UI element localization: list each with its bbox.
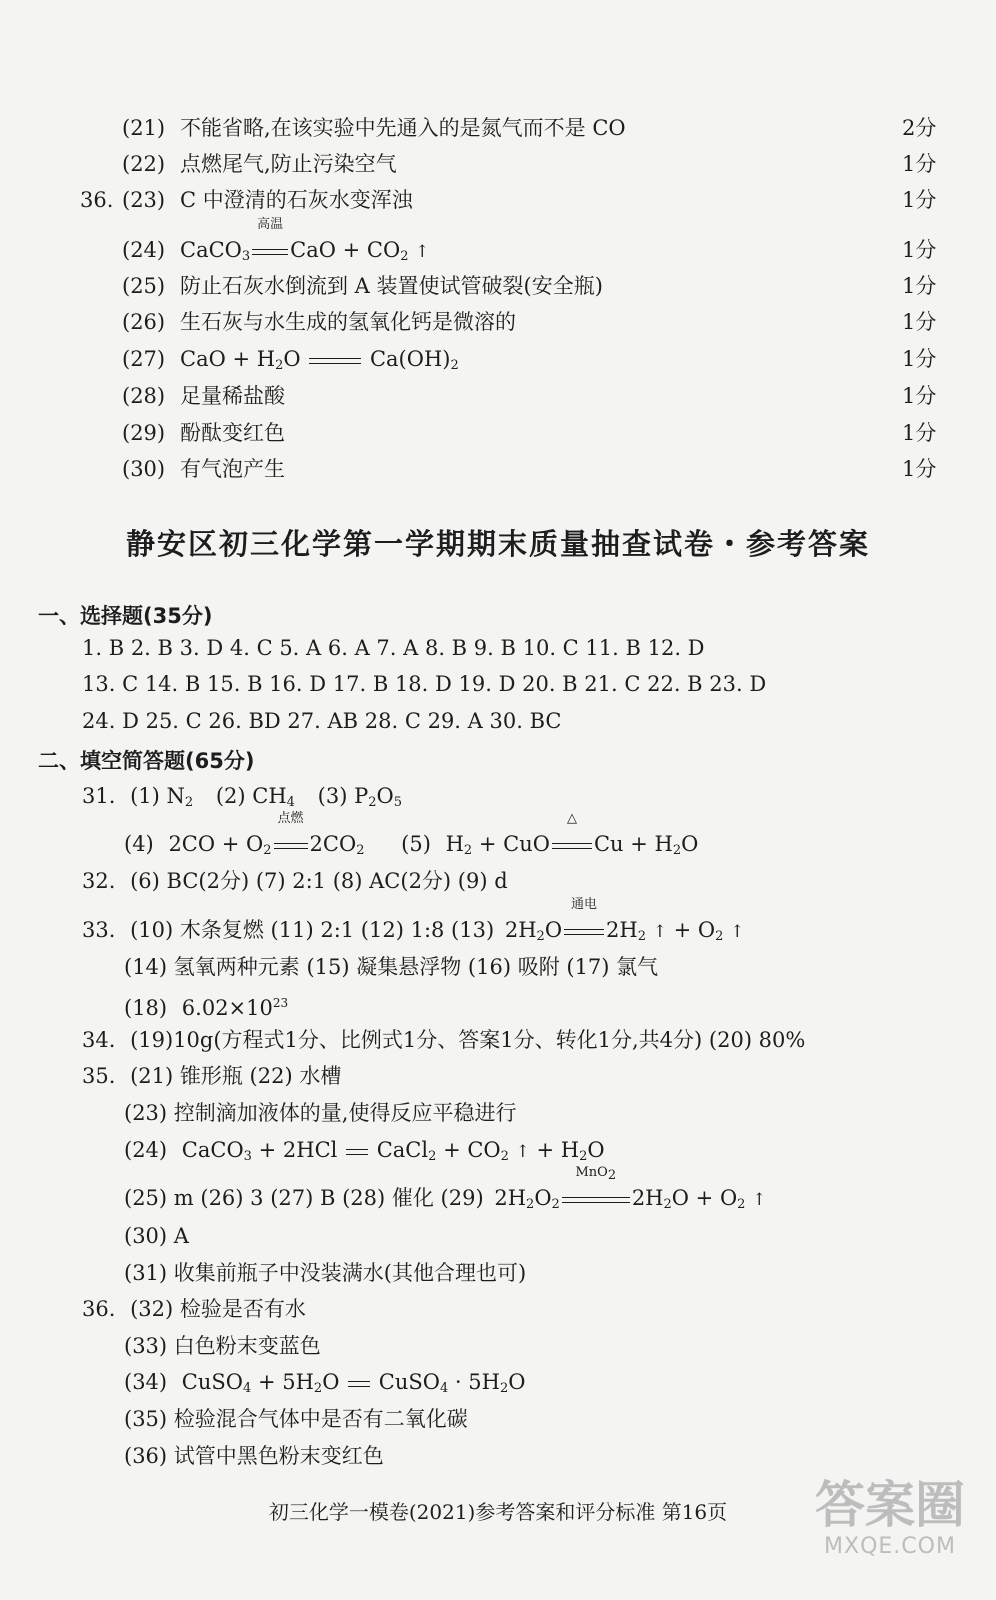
answer-line-28: (28) 足量稀盐酸 1分 (122, 384, 937, 408)
section-choice-heading: 一、选择题(35分) (38, 604, 213, 628)
answer-line-24: (24) CaCO$_3$ 高温 CaO + $CO_2$ ↑ 1分 (0, 232, 996, 268)
mc-answers-row-1: 1. B 2. B 3. D 4. C 5. A 6. A 7. A 8. B 9. B 10. C 11. B 12. D (82, 636, 705, 660)
q31-line-1: 31. (1) $N_2$ (2) $CH_4$ (3) $P_2O_5$ (82, 784, 402, 810)
q36-line-2: (33) 白色粉末变蓝色 (124, 1334, 321, 1358)
q35-line-3: (24) CaCO$_3$ + 2HCl CaCl$_2$ + $CO_2$ ↑ + $H_2O$ (124, 1138, 605, 1164)
equation-h2-cuo: $H_2$ + CuO △ $Cu + H_2O$ (445, 811, 699, 858)
q36-line-4: (35) 检验混合气体中是否有二氧化碳 (124, 1407, 468, 1431)
q36-line-1: 36. (32) 检验是否有水 (82, 1297, 306, 1321)
q35-line-5: (30) A (124, 1224, 189, 1248)
equation-caco3-decompose: CaCO$_3$ 高温 CaO + $CO_2$ ↑ (180, 217, 430, 264)
q31-line-2: (4) $2CO + O_2$ 点燃 $2CO_2$ (5) $H_2$ + CuO △ $Cu + H_2O$ (124, 811, 699, 858)
q33-line-1: 33. (10) 木条复燃 (11) 2:1 (12) 1:8 (13) $2H_2O$ 通电 $2H_2$ ↑ + $O_2$ ↑ (82, 897, 745, 944)
equation-caco3-hcl: CaCO$_3$ + 2HCl CaCl$_2$ + $CO_2$ ↑ + $H_2O$ (181, 1138, 605, 1164)
watermark-logo: 答案圈 MXQE.COM (815, 1476, 965, 1559)
answer-line-29: (29) 酚酞变红色 1分 (122, 421, 937, 445)
answer-line-27: (27) CaO + $H_2O$ $Ca(OH)_2$ 1分 (0, 341, 996, 377)
mc-answers-row-2: 13. C 14. B 15. B 16. D 17. B 18. D 19. D 20. B 21. C 22. B 23. D (82, 672, 767, 696)
equation-water-electrolysis: $2H_2O$ 通电 $2H_2$ ↑ + $O_2$ ↑ (504, 897, 745, 944)
page-title: 静安区初三化学第一学期期末质量抽查试卷・参考答案 (125, 527, 870, 561)
q32-line: 32. (6) BC(2分) (7) 2:1 (8) AC(2分) (9) d (82, 869, 508, 893)
equation-co-combust: $2CO + O_2$ 点燃 $2CO_2$ (168, 811, 365, 858)
answer-line-26: (26) 生石灰与水生成的氢氧化钙是微溶的 1分 (122, 310, 937, 334)
page-footer: 初三化学一模卷(2021)参考答案和评分标准 第16页 (268, 1500, 728, 1524)
equation-h2o2-decompose: $2H_2O_2$ MnO$_2$ $2H_2O + O_2$ ↑ (494, 1165, 767, 1212)
answer-line-23: 36. (23) C 中澄清的石灰水变浑浊 1分 (80, 188, 937, 212)
equation-cao-water: CaO + $H_2O$ $Ca(OH)_2$ (180, 347, 459, 373)
q35-line-4: (25) m (26) 3 (27) B (28) 催化 (29) $2H_2O_2$ MnO$_2$ $2H_2O + O_2$ ↑ (124, 1165, 767, 1212)
mc-answers-row-3: 24. D 25. C 26. BD 27. AB 28. C 29. A 30. BC (82, 709, 562, 733)
q35-line-2: (23) 控制滴加液体的量,使得反应平稳进行 (124, 1101, 517, 1125)
q36-line-3: (34) CuSO$_4$ + $5H_2O$ CuSO$_4$ · $5H_2O$ (124, 1370, 526, 1396)
q33-line-2: (14) 氢氧两种元素 (15) 凝集悬浮物 (16) 吸附 (17) 氯气 (124, 955, 659, 979)
q34-line: 34. (19)10g(方程式1分、比例式1分、答案1分、转化1分,共4分) (20) 80% (82, 1028, 806, 1052)
q35-line-1: 35. (21) 锥形瓶 (22) 水槽 (82, 1064, 342, 1088)
answer-line-25: (25) 防止石灰水倒流到 A 装置使试管破裂(安全瓶) 1分 (122, 274, 937, 298)
q33-line-3: (18) $6.02\times 10^{23}$ (124, 996, 289, 1020)
q36-line-5: (36) 试管中黑色粉末变红色 (124, 1444, 384, 1468)
answer-line-22: (22) 点燃尾气,防止污染空气 1分 (122, 152, 937, 176)
answer-line-30: (30) 有气泡产生 1分 (122, 457, 937, 481)
q35-line-6: (31) 收集前瓶子中没装满水(其他合理也可) (124, 1261, 527, 1285)
section-fill-heading: 二、填空简答题(65分) (38, 749, 255, 773)
answer-line-21: (21) 不能省略,在该实验中先通入的是氮气而不是 CO 2分 (122, 116, 937, 140)
equation-cuso4-hydrate: CuSO$_4$ + $5H_2O$ CuSO$_4$ · $5H_2O$ (181, 1370, 526, 1396)
